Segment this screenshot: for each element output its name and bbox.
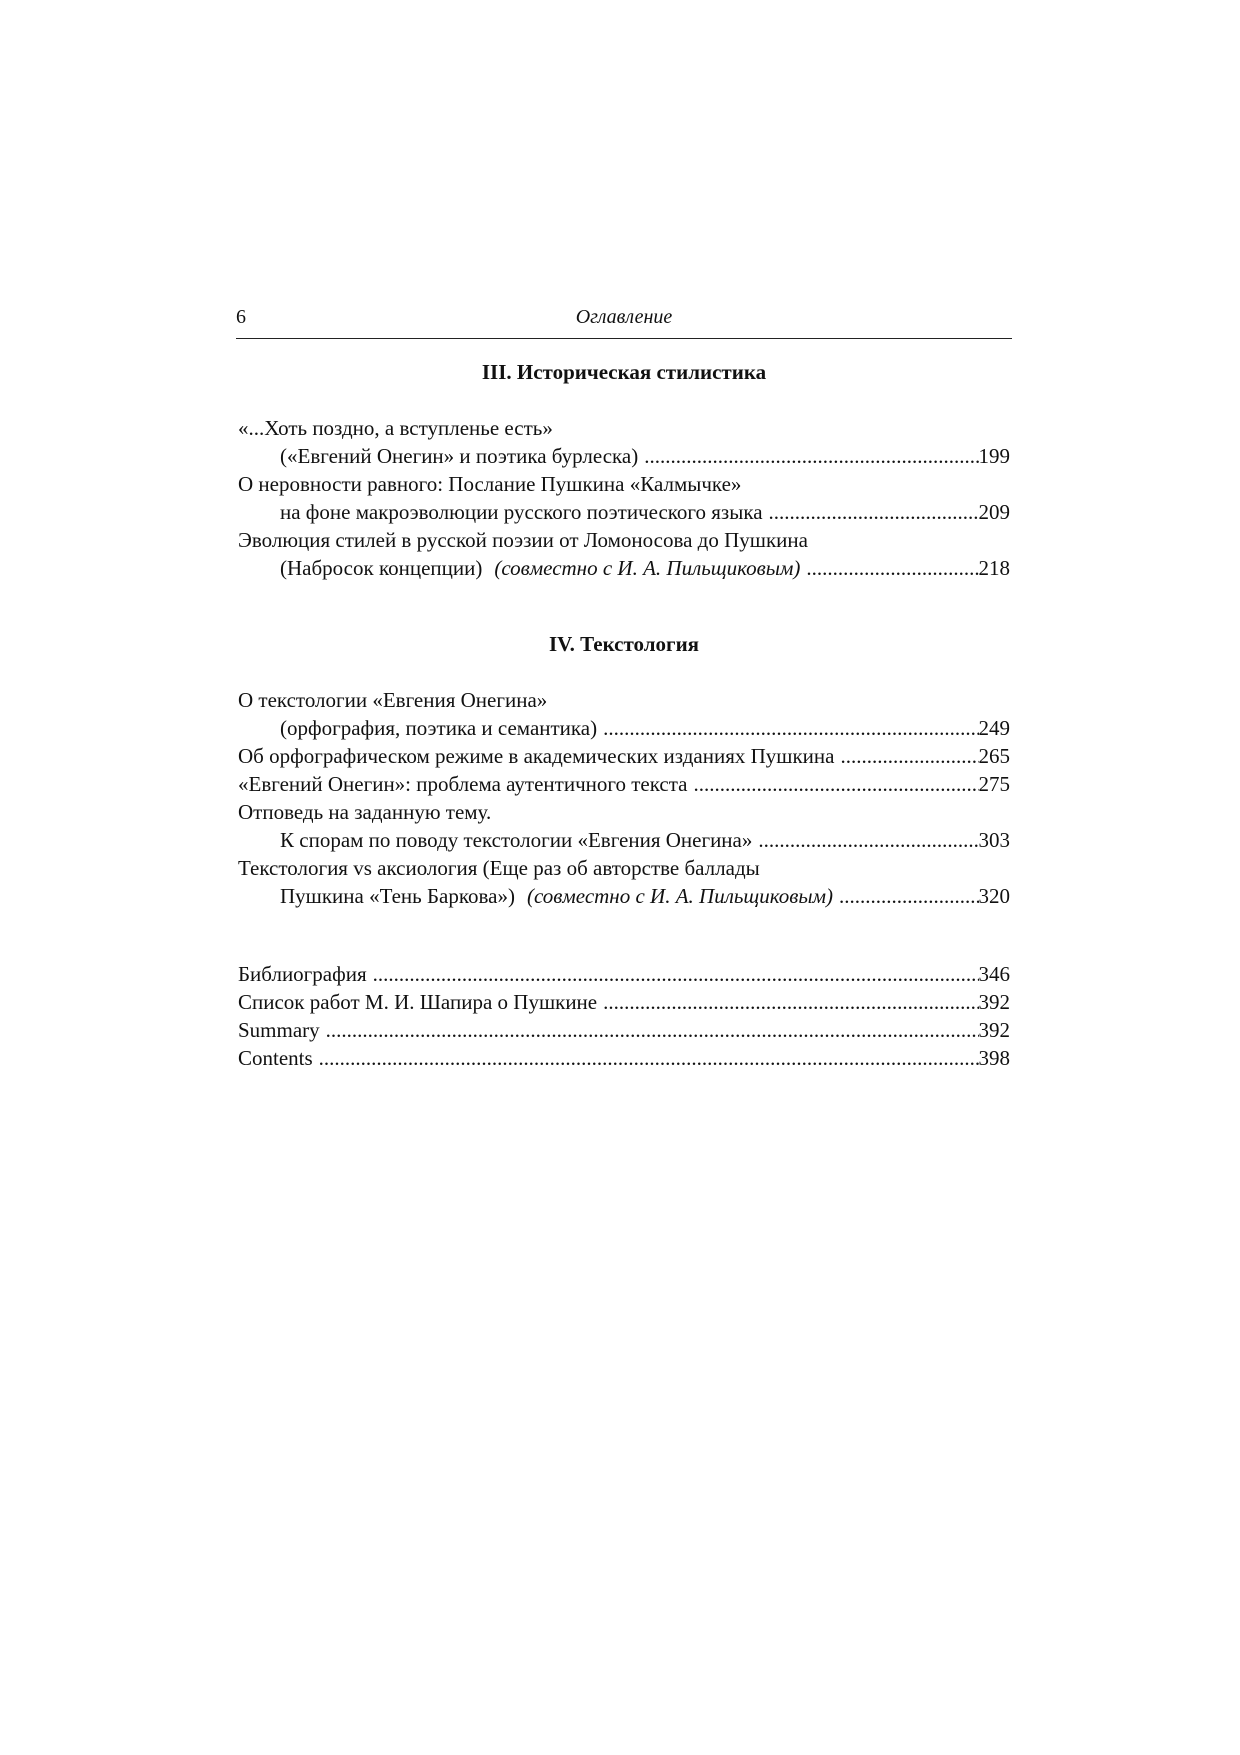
running-head — [236, 304, 1012, 339]
page-ref: 398 — [978, 1046, 1010, 1070]
dot-leader — [839, 882, 978, 910]
toc-entry-title: О неровности равного: Послание Пушкина «Калмычке» — [238, 472, 742, 496]
page-ref: 392 — [978, 990, 1010, 1014]
coauthor-note: (совместно с И. А. Пильщиковым) — [526, 884, 834, 908]
dot-leader — [806, 554, 978, 582]
page-ref: 199 — [978, 444, 1010, 468]
toc-section-stylistics — [238, 414, 1010, 582]
toc-entry-continuation: Пушкина «Тень Баркова») (совместно с И. А. Пильщиковым) ..... 320 — [238, 882, 1010, 910]
toc-backmatter — [238, 960, 1010, 1072]
toc-entry-title: «...Хоть поздно, а вступленье есть» — [238, 416, 553, 440]
toc-entry-continuation: (орфография, поэтика и семантика) ..... 249 — [238, 714, 1010, 742]
toc-entry: «Евгений Онегин»: проблема аутентичного текста ..... 275 — [238, 770, 1010, 798]
toc-entry-title: Текстология vs аксиология (Еще раз об авторстве баллады — [238, 856, 760, 880]
dot-leader — [644, 442, 978, 470]
toc-entry-continuation: (Набросок концепции) (совместно с И. А. Пильщиковым) ..... 218 — [238, 554, 1010, 582]
dot-leader — [840, 742, 978, 770]
page — [236, 0, 1012, 1755]
page-ref: 303 — [978, 828, 1010, 852]
page-ref: 218 — [978, 556, 1010, 580]
dot-leader — [758, 826, 978, 854]
toc-entry-continuation: на фоне макроэволюции русского поэтического языка ..... 209 — [238, 498, 1010, 526]
toc-entry-title: Отповедь на заданную тему. — [238, 800, 492, 824]
dot-leader — [769, 498, 979, 526]
page-ref: 265 — [978, 744, 1010, 768]
dot-leader — [373, 960, 979, 988]
dot-leader — [603, 714, 978, 742]
toc-section-textology — [238, 686, 1010, 910]
section-heading-textology: IV. Текстология — [548, 632, 700, 656]
page-ref: 320 — [978, 884, 1010, 908]
toc-entry-continuation: К спорам по поводу текстологии «Евгения Онегина» ..... 303 — [238, 826, 1010, 854]
page-ref: 346 — [978, 962, 1010, 986]
dot-leader — [326, 1016, 979, 1044]
coauthor-note: (совместно с И. А. Пильщиковым) — [494, 556, 801, 580]
toc-entry-summary: Summary ..... 392 — [238, 1016, 1010, 1044]
page-number: 6 — [236, 306, 246, 328]
dot-leader — [693, 770, 978, 798]
toc-entry-bibliography: Библиография ..... 346 — [238, 960, 1010, 988]
toc-entry-works-list: Список работ М. И. Шапира о Пушкине ..... 392 — [238, 988, 1010, 1016]
dot-leader — [319, 1044, 979, 1072]
page-ref: 275 — [978, 772, 1010, 796]
toc-entry-title: О текстологии «Евгения Онегина» — [238, 688, 548, 712]
toc-entry: Об орфографическом режиме в академических изданиях Пушкина ..... 265 — [238, 742, 1010, 770]
page-ref: 209 — [978, 500, 1010, 524]
running-title: Оглавление — [575, 306, 673, 328]
page-ref: 392 — [978, 1018, 1010, 1042]
toc-entry-contents: Contents ..... 398 — [238, 1044, 1010, 1072]
toc-entry-title: Эволюция стилей в русской поэзии от Ломоносова до Пушкина — [238, 528, 808, 552]
page-ref: 249 — [978, 716, 1010, 740]
dot-leader — [603, 988, 978, 1016]
toc-entry-continuation: («Евгений Онегин» и поэтика бурлеска) ..... 199 — [238, 442, 1010, 470]
section-heading-stylistics: III. Историческая стилистика — [481, 360, 767, 384]
